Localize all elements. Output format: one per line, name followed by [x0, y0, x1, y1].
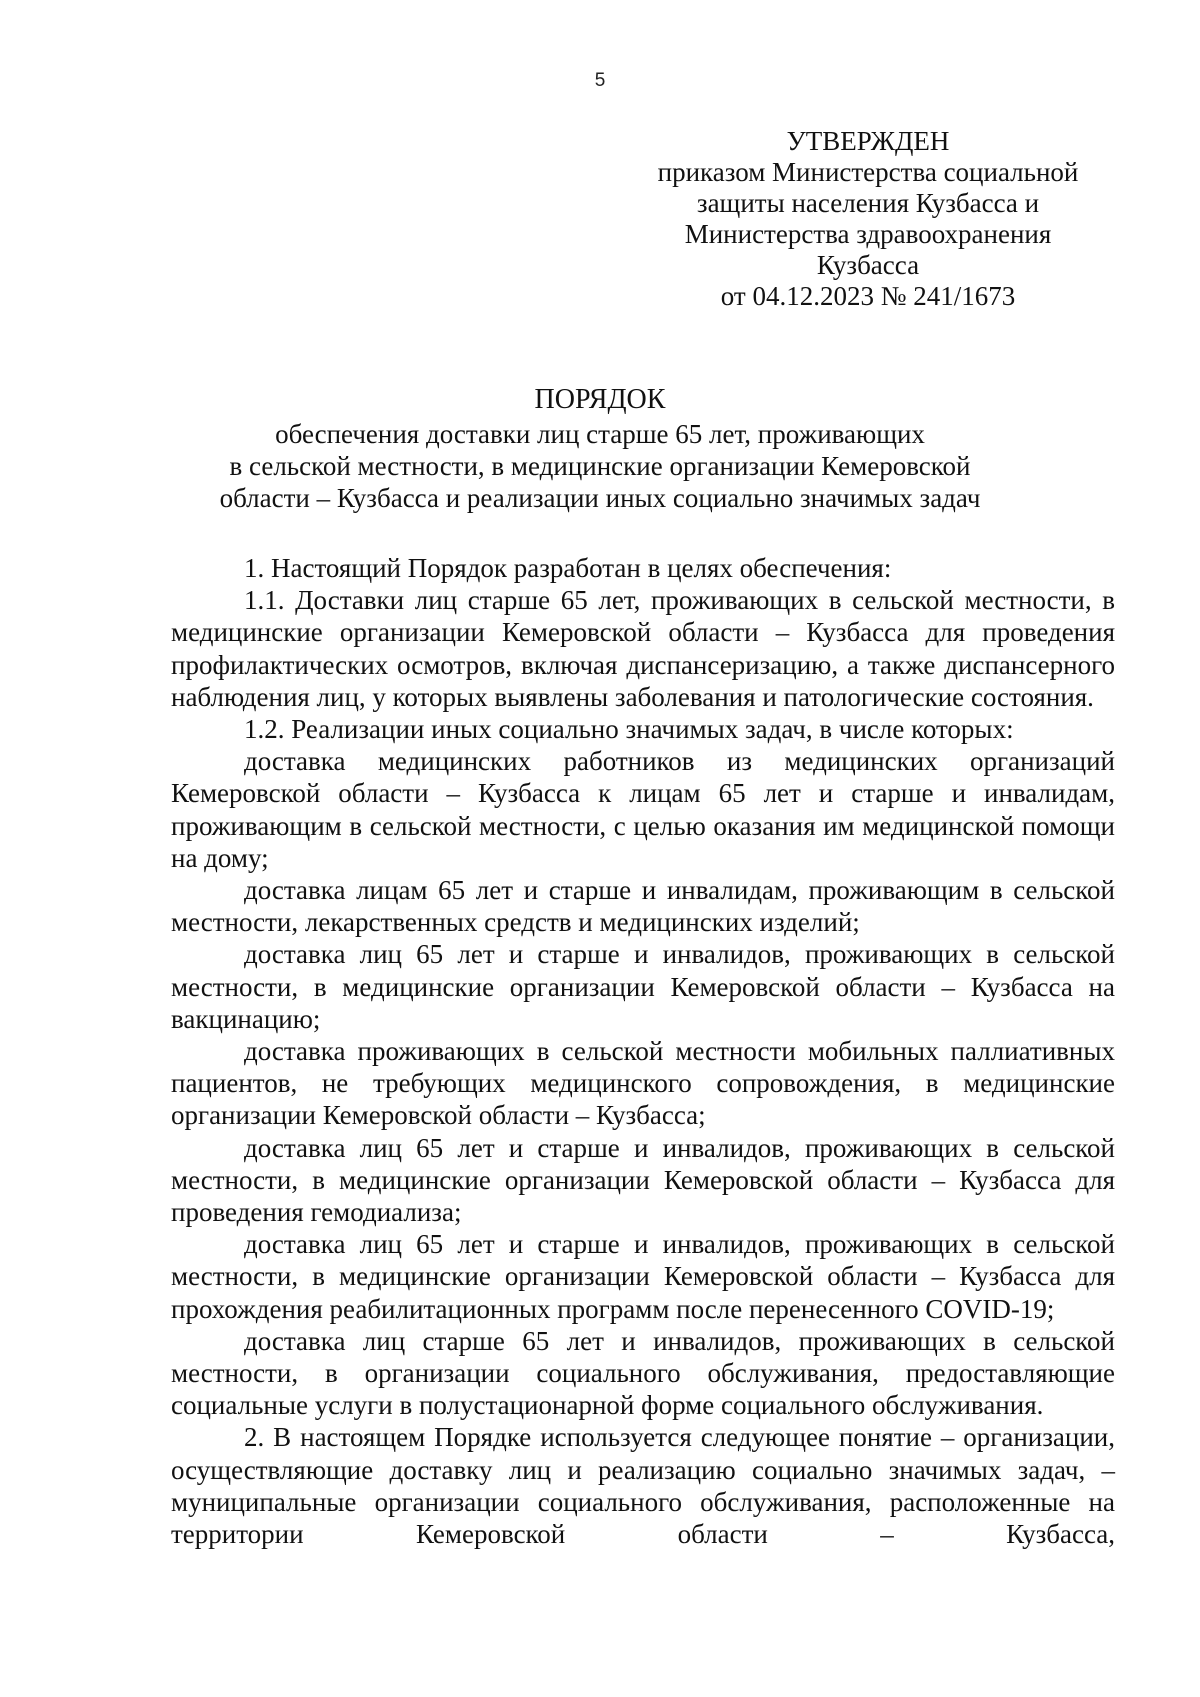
approval-line-3: Министерства здравоохранения [684, 219, 1052, 249]
list-item-hemodialysis: доставка лиц 65 лет и старше и инвалидов, проживающих в сельской местности, в медицинские организации Кемеровской области – Кузбасса для проведения гемодиализа; [171, 1132, 1115, 1228]
approval-stamp-block [628, 126, 1108, 312]
list-item-social-services: доставка лиц старше 65 лет и инвалидов, проживающих в сельской местности, в организации социального обслуживания, предоставляющие социальные услуги в полустационарной форме социального обслуживания. [171, 1325, 1115, 1421]
document-title: ПОРЯДОК [534, 384, 666, 415]
document-subtitle-line-2: в сельской местности, в медицинские организации Кемеровской [229, 451, 971, 481]
document-body [171, 552, 1115, 1550]
paragraph-1: 1. Настоящий Порядок разработан в целях обеспечения: [244, 553, 892, 583]
page-number: 5 [594, 70, 606, 91]
list-item-medicines: доставка лицам 65 лет и старше и инвалидам, проживающим в сельской местности, лекарственных средств и медицинских изделий; [171, 875, 1115, 938]
list-item-rehabilitation: доставка лиц 65 лет и старше и инвалидов, проживающих в сельской местности, в медицинские организации Кемеровской области – Кузбасса для прохождения реабилитационных программ после перенесенного COVID-19; [171, 1229, 1115, 1324]
approval-line-1: приказом Министерства социальной [657, 157, 1079, 187]
paragraph-2: 2. В настоящем Порядке используется следующее понятие – организации, осуществляющие доставку лиц и реализацию социально значимых задач, – муниципальные организации социального обслуживания, расположенные на территории Кемеровской области – Кузбасса, [171, 1422, 1115, 1550]
approval-line-4: Кузбасса [816, 250, 920, 280]
list-item-palliative: доставка проживающих в сельской местности мобильных паллиативных пациентов, не требующих медицинского сопровождения, в медицинские организации Кемеровской области – Кузбасса; [171, 1036, 1115, 1131]
approval-line-2: защиты населения Кузбасса и [696, 188, 1040, 218]
approval-heading: УТВЕРЖДЕН [786, 126, 950, 156]
document-subtitle-line-1: обеспечения доставки лиц старше 65 лет, проживающих [275, 419, 925, 449]
document-title-block [150, 384, 1050, 514]
list-item-vaccination: доставка лиц 65 лет и старше и инвалидов, проживающих в сельской местности, в медицинские организации Кемеровской области – Кузбасса на вакцинацию; [171, 939, 1115, 1034]
list-item-medical-workers: доставка медицинских работников из медицинских организаций Кемеровской области – Кузбасса к лицам 65 лет и старше и инвалидам, проживающим в сельской местности, с целью оказания им медицинской помощи на дому; [171, 746, 1115, 873]
paragraph-1-2: 1.2. Реализации иных социально значимых задач, в числе которых: [244, 714, 1014, 745]
paragraph-1-1: 1.1. Доставки лиц старше 65 лет, проживающих в сельской местности, в медицинские организации Кемеровской области – Кузбасса для проведения профилактических осмотров, включая диспансеризацию, а также диспансерного наблюдения лиц, у которых выявлены заболевания и патологические состояния. [171, 585, 1115, 712]
document-subtitle-line-3: области – Кузбасса и реализации иных социально значимых задач [219, 483, 981, 513]
approval-date-number: от 04.12.2023 № 241/1673 [720, 281, 1016, 311]
